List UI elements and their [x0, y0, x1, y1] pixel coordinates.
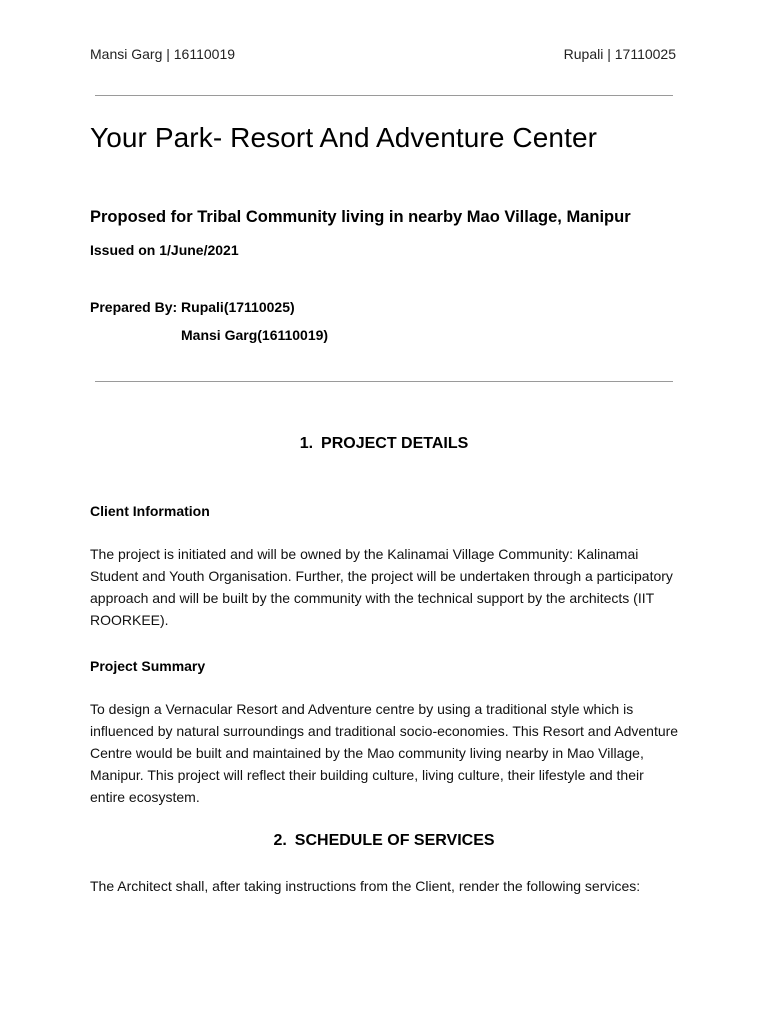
prepared-by-line-2: Mansi Garg(16110019) — [181, 327, 329, 343]
client-information-heading: Client Information — [90, 503, 210, 519]
document-title: Your Park- Resort And Adventure Center — [90, 122, 598, 153]
header-author-right: Rupali | 17110025 — [563, 46, 676, 62]
top-divider — [95, 95, 673, 96]
project-summary-text: To design a Vernacular Resort and Adventure centre by using a traditional style which is influenced by natural surroundings and traditional socio-economies. This Resort and Adventure Centre would be built and maintained by the Mao community living nearby in Mao Village, Manipur. This project will reflect their building culture, living culture, their lifestyle and their entire ecosystem. — [90, 701, 679, 805]
section-heading-schedule-of-services — [0, 832, 768, 850]
issue-date: Issued on 1/June/2021 — [90, 242, 239, 258]
schedule-intro-text: The Architect shall, after taking instructions from the Client, render the following services: — [90, 878, 641, 894]
document-subtitle: Proposed for Tribal Community living in nearby Mao Village, Manipur — [90, 208, 631, 226]
section-title: PROJECT DETAILS — [321, 435, 469, 452]
header-author-left: Mansi Garg | 16110019 — [90, 46, 236, 62]
section-heading-project-details — [0, 435, 768, 453]
project-summary-heading: Project Summary — [90, 658, 206, 674]
client-information-text: The project is initiated and will be owned by the Kalinamai Village Community: Kalinamai Student and Youth Organisation. Further, the project will be undertaken through a participatory approach and will be built by the community with the technical support by the architects (IIT ROORKEE). — [90, 546, 673, 628]
section-number: 1. — [299, 435, 314, 452]
section-number: 2. — [273, 832, 287, 849]
prepared-by-line-1: Prepared By: Rupali(17110025) — [90, 299, 295, 315]
middle-divider — [95, 381, 673, 382]
section-title: SCHEDULE OF SERVICES — [294, 832, 495, 849]
